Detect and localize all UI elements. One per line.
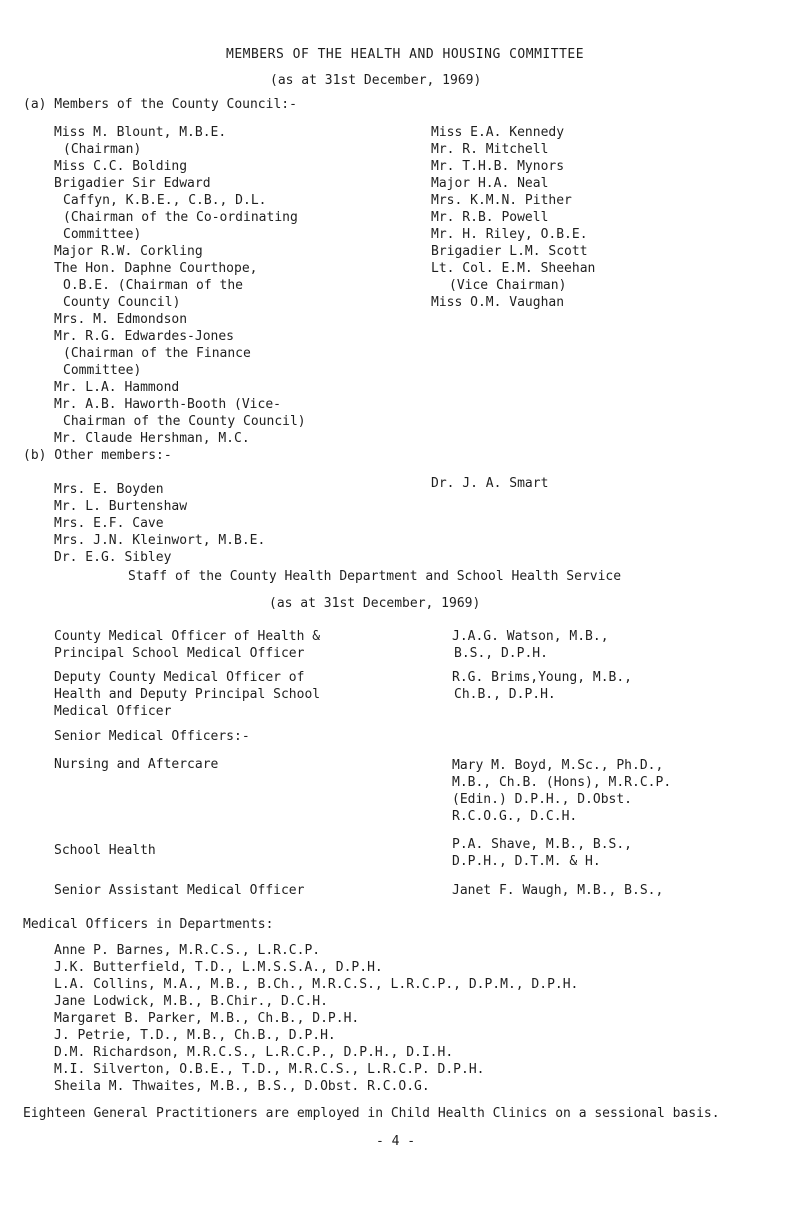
member-name: Mr. T.H.B. Mynors bbox=[431, 159, 565, 174]
member-name: Committee) bbox=[63, 363, 142, 378]
staff-name: R.G. Brims,Young, M.B., bbox=[452, 670, 633, 685]
list-item: M.I. Silverton, O.B.E., T.D., M.R.C.S., L.R.C.P. D.P.H. bbox=[54, 1062, 485, 1077]
section-a-right-column bbox=[431, 124, 595, 311]
member-name: Miss O.M. Vaughan bbox=[431, 295, 565, 310]
member-name: Mrs. E. Boyden bbox=[54, 482, 164, 497]
member-name: Major R.W. Corkling bbox=[54, 244, 203, 259]
senior-assistant-name: Janet F. Waugh, M.B., B.S., bbox=[452, 883, 664, 898]
cmo-name bbox=[452, 628, 609, 662]
nursing-role: Nursing and Aftercare bbox=[54, 757, 219, 772]
staff-date: (as at 31st December, 1969) bbox=[269, 596, 481, 611]
section-b-right-column bbox=[431, 475, 548, 492]
member-name: Miss M. Blount, M.B.E. bbox=[54, 125, 227, 140]
member-name: Dr. E.G. Sibley bbox=[54, 550, 172, 565]
departments-list bbox=[54, 942, 578, 1095]
section-b-left-column bbox=[54, 481, 265, 566]
member-name: Mr. H. Riley, O.B.E. bbox=[431, 227, 588, 242]
staff-name: Mary M. Boyd, M.Sc., Ph.D., bbox=[452, 758, 664, 773]
staff-name: Ch.B., D.P.H. bbox=[454, 687, 556, 702]
member-name: Mrs. M. Edmondson bbox=[54, 312, 188, 327]
member-name: Mrs. K.M.N. Pither bbox=[431, 193, 572, 208]
list-item: Anne P. Barnes, M.R.C.S., L.R.C.P. bbox=[54, 943, 321, 958]
list-item: D.M. Richardson, M.R.C.S., L.R.C.P., D.P.H., D.I.H. bbox=[54, 1045, 454, 1060]
school-role: School Health bbox=[54, 843, 156, 858]
cmo-role bbox=[54, 628, 320, 662]
list-item: J.K. Butterfield, T.D., L.M.S.S.A., D.P.H. bbox=[54, 960, 383, 975]
member-name: Mr. L.A. Hammond bbox=[54, 380, 180, 395]
staff-name: M.B., Ch.B. (Hons), M.R.C.P. bbox=[452, 775, 672, 790]
member-name: (Chairman of the Finance bbox=[63, 346, 251, 361]
member-name: Mr. L. Burtenshaw bbox=[54, 499, 188, 514]
role-text: Medical Officer bbox=[54, 704, 172, 719]
list-item: Sheila M. Thwaites, M.B., B.S., D.Obst. R.C.O.G. bbox=[54, 1079, 430, 1094]
list-item: Jane Lodwick, M.B., B.Chir., D.C.H. bbox=[54, 994, 328, 1009]
member-name: Miss E.A. Kennedy bbox=[431, 125, 565, 140]
staff-name: B.S., D.P.H. bbox=[454, 646, 548, 661]
departments-label: Medical Officers in Departments: bbox=[23, 917, 274, 932]
staff-title: Staff of the County Health Department and School Health Service bbox=[128, 569, 622, 584]
role-text: Health and Deputy Principal School bbox=[54, 687, 321, 702]
member-name: Lt. Col. E.M. Sheehan bbox=[431, 261, 596, 276]
member-name: Brigadier Sir Edward bbox=[54, 176, 211, 191]
page-subtitle-date: (as at 31st December, 1969) bbox=[270, 73, 482, 88]
member-name: Major H.A. Neal bbox=[431, 176, 549, 191]
page-number: - 4 - bbox=[376, 1134, 416, 1149]
list-item: Margaret B. Parker, M.B., Ch.B., D.P.H. bbox=[54, 1011, 360, 1026]
member-name: Dr. J. A. Smart bbox=[431, 476, 549, 491]
member-name: Mr. A.B. Haworth-Booth (Vice- bbox=[54, 397, 281, 412]
section-a-left-column bbox=[54, 124, 306, 447]
member-name: (Chairman) bbox=[63, 142, 142, 157]
member-name: Mr. Claude Hershman, M.C. bbox=[54, 431, 250, 446]
page-title: MEMBERS OF THE HEALTH AND HOUSING COMMITTEE bbox=[226, 47, 585, 62]
staff-name: D.P.H., D.T.M. & H. bbox=[452, 854, 601, 869]
member-name: Miss C.C. Bolding bbox=[54, 159, 188, 174]
role-text: Principal School Medical Officer bbox=[54, 646, 305, 661]
member-name: (Chairman of the Co-ordinating bbox=[63, 210, 298, 225]
member-name: Mrs. J.N. Kleinwort, M.B.E. bbox=[54, 533, 266, 548]
role-text: Deputy County Medical Officer of bbox=[54, 670, 305, 685]
role-text: County Medical Officer of Health & bbox=[54, 629, 321, 644]
member-name: Mrs. E.F. Cave bbox=[54, 516, 164, 531]
section-b-label: (b) Other members:- bbox=[23, 448, 172, 463]
member-name: Committee) bbox=[63, 227, 142, 242]
member-name: Caffyn, K.B.E., C.B., D.L. bbox=[63, 193, 267, 208]
staff-name: R.C.O.G., D.C.H. bbox=[452, 809, 578, 824]
section-a-label: (a) Members of the County Council:- bbox=[23, 97, 297, 112]
member-name: Mr. R.G. Edwardes-Jones bbox=[54, 329, 235, 344]
staff-name: J.A.G. Watson, M.B., bbox=[452, 629, 609, 644]
member-name: Brigadier L.M. Scott bbox=[431, 244, 588, 259]
nursing-name bbox=[452, 757, 671, 825]
deputy-role bbox=[54, 669, 320, 720]
member-name: County Council) bbox=[63, 295, 181, 310]
footer-note: Eighteen General Practitioners are employed in Child Health Clinics on a sessional basis. bbox=[23, 1106, 720, 1121]
school-name bbox=[452, 836, 632, 870]
member-name: O.B.E. (Chairman of the bbox=[63, 278, 244, 293]
member-name: Chairman of the County Council) bbox=[63, 414, 306, 429]
senior-officers-label: Senior Medical Officers:- bbox=[54, 729, 250, 744]
deputy-name bbox=[452, 669, 632, 703]
list-item: J. Petrie, T.D., M.B., Ch.B., D.P.H. bbox=[54, 1028, 336, 1043]
member-name: (Vice Chairman) bbox=[449, 278, 567, 293]
member-name: The Hon. Daphne Courthope, bbox=[54, 261, 258, 276]
staff-name: P.A. Shave, M.B., B.S., bbox=[452, 837, 633, 852]
staff-name: (Edin.) D.P.H., D.Obst. bbox=[452, 792, 633, 807]
member-name: Mr. R. Mitchell bbox=[431, 142, 549, 157]
senior-assistant-role: Senior Assistant Medical Officer bbox=[54, 883, 305, 898]
member-name: Mr. R.B. Powell bbox=[431, 210, 549, 225]
list-item: L.A. Collins, M.A., M.B., B.Ch., M.R.C.S., L.R.C.P., D.P.M., D.P.H. bbox=[54, 977, 579, 992]
